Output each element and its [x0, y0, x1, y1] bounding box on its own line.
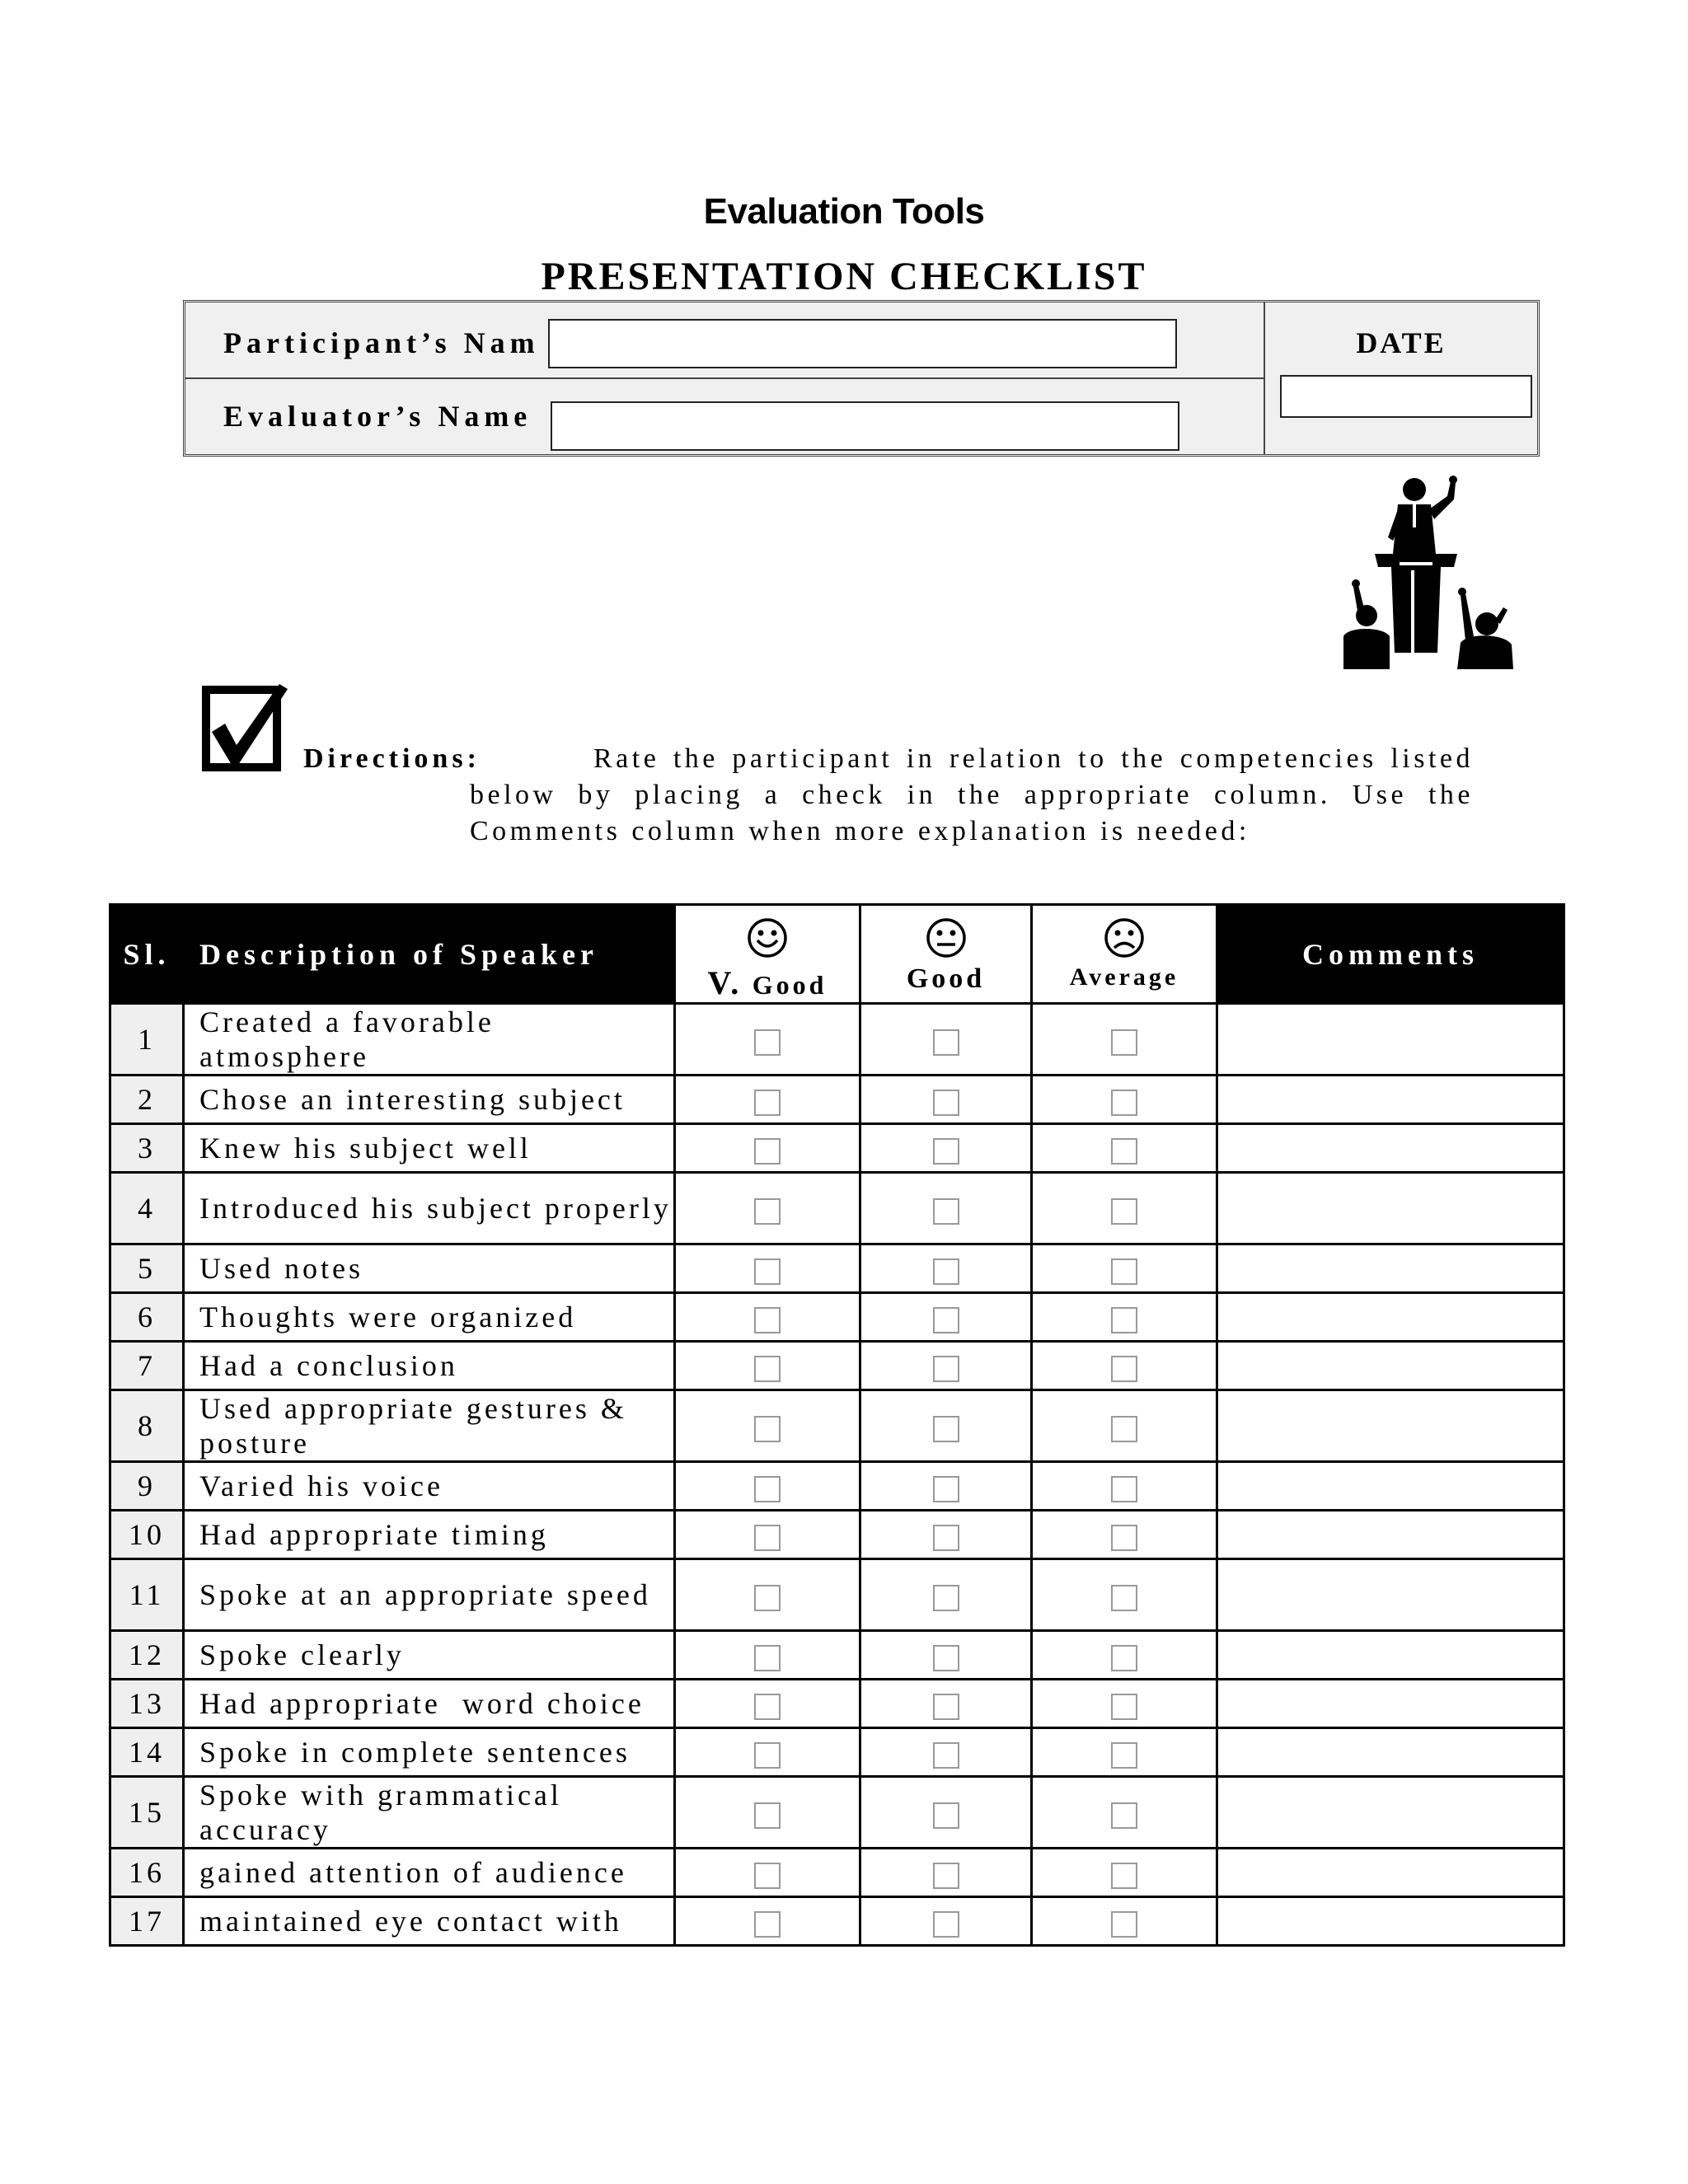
- good-checkbox[interactable]: [933, 1742, 959, 1769]
- description-header: Description of Speaker: [184, 905, 675, 1004]
- very-good-checkbox[interactable]: [754, 1090, 781, 1116]
- comment-cell[interactable]: [1217, 1390, 1564, 1462]
- sl-header: Sl.: [110, 905, 184, 1004]
- very-good-checkbox[interactable]: [754, 1307, 781, 1333]
- very-good-checkbox[interactable]: [754, 1863, 781, 1889]
- good-checkbox[interactable]: [933, 1694, 959, 1720]
- table-row: [110, 1342, 1564, 1390]
- row-description: Thoughts were organized: [184, 1293, 675, 1342]
- comment-cell[interactable]: [1217, 1631, 1564, 1680]
- comment-cell[interactable]: [1217, 1293, 1564, 1342]
- row-description: gained attention of audience: [184, 1849, 675, 1897]
- table-row: [110, 1462, 1564, 1511]
- row-number: 12: [110, 1631, 184, 1680]
- average-header: [1032, 905, 1217, 1004]
- row-number: 4: [110, 1173, 184, 1244]
- average-checkbox[interactable]: [1111, 1585, 1137, 1611]
- very-good-checkbox[interactable]: [754, 1645, 781, 1671]
- comment-cell[interactable]: [1217, 1004, 1564, 1076]
- row-number: 7: [110, 1342, 184, 1390]
- evaluator-name-field[interactable]: [551, 401, 1179, 451]
- row-number: 6: [110, 1293, 184, 1342]
- comment-cell[interactable]: [1217, 1728, 1564, 1777]
- row-description: maintained eye contact with: [184, 1897, 675, 1946]
- comment-cell[interactable]: [1217, 1124, 1564, 1173]
- very-good-checkbox[interactable]: [754, 1198, 781, 1225]
- average-checkbox[interactable]: [1111, 1802, 1137, 1829]
- average-checkbox[interactable]: [1111, 1198, 1137, 1225]
- directions-label: Directions:: [303, 743, 481, 774]
- average-label: Average: [1069, 963, 1179, 991]
- smiley-sad-icon: [1104, 917, 1145, 958]
- good-checkbox[interactable]: [933, 1476, 959, 1502]
- very-good-checkbox[interactable]: [754, 1585, 781, 1611]
- checklist-body: [110, 1004, 1564, 1946]
- table-row: [110, 1124, 1564, 1173]
- very-good-checkbox[interactable]: [754, 1742, 781, 1769]
- table-row: [110, 1559, 1564, 1631]
- comment-cell[interactable]: [1217, 1897, 1564, 1946]
- good-checkbox[interactable]: [933, 1585, 959, 1611]
- good-checkbox[interactable]: [933, 1863, 959, 1889]
- row-number: 9: [110, 1462, 184, 1511]
- average-checkbox[interactable]: [1111, 1645, 1137, 1671]
- table-row: [110, 1728, 1564, 1777]
- very-good-checkbox[interactable]: [754, 1694, 781, 1720]
- row-description: Had appropriate timing: [184, 1511, 675, 1559]
- table-row: [110, 1293, 1564, 1342]
- good-checkbox[interactable]: [933, 1911, 959, 1938]
- average-checkbox[interactable]: [1111, 1307, 1137, 1333]
- directions-text-line-2: below by placing a check in the appropriate column. Use the: [470, 780, 1474, 810]
- table-row: [110, 1631, 1564, 1680]
- good-checkbox[interactable]: [933, 1802, 959, 1829]
- very-good-checkbox[interactable]: [754, 1525, 781, 1551]
- row-description: Had appropriate word choice: [184, 1680, 675, 1728]
- participant-name-field[interactable]: [548, 319, 1177, 368]
- good-checkbox[interactable]: [933, 1090, 959, 1116]
- row-description: Had a conclusion: [184, 1342, 675, 1390]
- table-row: [110, 1897, 1564, 1946]
- row-number: 2: [110, 1076, 184, 1124]
- date-field[interactable]: [1280, 375, 1532, 418]
- average-checkbox[interactable]: [1111, 1356, 1137, 1382]
- row-description: Knew his subject well: [184, 1124, 675, 1173]
- row-description: Used appropriate gestures & posture: [184, 1390, 675, 1462]
- table-row: [110, 1076, 1564, 1124]
- comment-cell[interactable]: [1217, 1076, 1564, 1124]
- table-row: [110, 1777, 1564, 1849]
- average-checkbox[interactable]: [1111, 1138, 1137, 1165]
- row-description: Created a favorable atmosphere: [184, 1004, 675, 1076]
- participant-name-label: Participant’s Nam: [223, 326, 540, 359]
- row-description: Introduced his subject properly: [184, 1173, 675, 1244]
- good-checkbox[interactable]: [933, 1138, 959, 1165]
- average-checkbox[interactable]: [1111, 1476, 1137, 1502]
- very-good-checkbox[interactable]: [754, 1356, 781, 1382]
- table-row: [110, 1004, 1564, 1076]
- average-checkbox[interactable]: [1111, 1911, 1137, 1938]
- average-checkbox[interactable]: [1111, 1090, 1137, 1116]
- good-checkbox[interactable]: [933, 1416, 959, 1442]
- good-label: Good: [906, 963, 986, 994]
- table-row: [110, 1849, 1564, 1897]
- row-number: 3: [110, 1124, 184, 1173]
- row-description: Spoke clearly: [184, 1631, 675, 1680]
- comment-cell[interactable]: [1217, 1777, 1564, 1849]
- row-number: 17: [110, 1897, 184, 1946]
- comment-cell[interactable]: [1217, 1511, 1564, 1559]
- row-number: 11: [110, 1559, 184, 1631]
- comments-header: Comments: [1217, 905, 1564, 1004]
- row-number: 5: [110, 1244, 184, 1293]
- checkmark-icon: [200, 682, 289, 773]
- average-checkbox[interactable]: [1111, 1525, 1137, 1551]
- page-title: Evaluation Tools: [703, 191, 985, 232]
- average-checkbox[interactable]: [1111, 1029, 1137, 1056]
- very-good-checkbox[interactable]: [754, 1138, 781, 1165]
- row-number: 14: [110, 1728, 184, 1777]
- very-good-checkbox[interactable]: [754, 1802, 781, 1829]
- row-number: 15: [110, 1777, 184, 1849]
- table-header-row: [110, 905, 1564, 1004]
- smiley-neutral-icon: [926, 917, 967, 958]
- table-row: [110, 1390, 1564, 1462]
- table-row: [110, 1173, 1564, 1244]
- very-good-checkbox[interactable]: [754, 1258, 781, 1285]
- table-row: [110, 1511, 1564, 1559]
- evaluator-name-label: Evaluator’s Name: [223, 400, 532, 433]
- row-description: Spoke with grammatical accuracy: [184, 1777, 675, 1849]
- page-subtitle: PRESENTATION CHECKLIST: [541, 255, 1147, 298]
- very-good-label: Good: [752, 970, 828, 1000]
- comment-cell[interactable]: [1217, 1849, 1564, 1897]
- directions-text-line-3: Comments column when more explanation is needed:: [470, 816, 1250, 846]
- comment-cell[interactable]: [1217, 1244, 1564, 1293]
- row-number: 10: [110, 1511, 184, 1559]
- very-good-prefix: V.: [707, 964, 743, 1001]
- comment-cell[interactable]: [1217, 1680, 1564, 1728]
- row-description: Chose an interesting subject: [184, 1076, 675, 1124]
- very-good-checkbox[interactable]: [754, 1416, 781, 1442]
- date-label: DATE: [1356, 326, 1447, 359]
- smiley-happy-icon: [747, 917, 788, 958]
- average-checkbox[interactable]: [1111, 1416, 1137, 1442]
- average-checkbox[interactable]: [1111, 1742, 1137, 1769]
- very-good-checkbox[interactable]: [754, 1029, 781, 1056]
- average-checkbox[interactable]: [1111, 1258, 1137, 1285]
- good-checkbox[interactable]: [933, 1645, 959, 1671]
- comment-cell[interactable]: [1217, 1462, 1564, 1511]
- row-number: 8: [110, 1390, 184, 1462]
- participant-info-box: [183, 300, 1540, 457]
- row-description: Spoke in complete sentences: [184, 1728, 675, 1777]
- row-description: Varied his voice: [184, 1462, 675, 1511]
- presentation-checklist-table: [109, 903, 1565, 1947]
- speaker-podium-icon: [1342, 471, 1515, 669]
- row-number: 1: [110, 1004, 184, 1076]
- row-number: 13: [110, 1680, 184, 1728]
- good-header: [860, 905, 1032, 1004]
- row-number: 16: [110, 1849, 184, 1897]
- good-checkbox[interactable]: [933, 1258, 959, 1285]
- comment-cell[interactable]: [1217, 1342, 1564, 1390]
- row-description: Used notes: [184, 1244, 675, 1293]
- table-row: [110, 1244, 1564, 1293]
- very-good-header: [675, 905, 860, 1004]
- good-checkbox[interactable]: [933, 1356, 959, 1382]
- directions-text-line-1: Rate the participant in relation to the competencies listed: [593, 743, 1474, 774]
- average-checkbox[interactable]: [1111, 1863, 1137, 1889]
- good-checkbox[interactable]: [933, 1198, 959, 1225]
- comment-cell[interactable]: [1217, 1173, 1564, 1244]
- name-divider: [185, 377, 1265, 379]
- very-good-checkbox[interactable]: [754, 1476, 781, 1502]
- comment-cell[interactable]: [1217, 1559, 1564, 1631]
- very-good-checkbox[interactable]: [754, 1911, 781, 1938]
- table-row: [110, 1680, 1564, 1728]
- average-checkbox[interactable]: [1111, 1694, 1137, 1720]
- row-description: Spoke at an appropriate speed: [184, 1559, 675, 1631]
- good-checkbox[interactable]: [933, 1029, 959, 1056]
- good-checkbox[interactable]: [933, 1307, 959, 1333]
- good-checkbox[interactable]: [933, 1525, 959, 1551]
